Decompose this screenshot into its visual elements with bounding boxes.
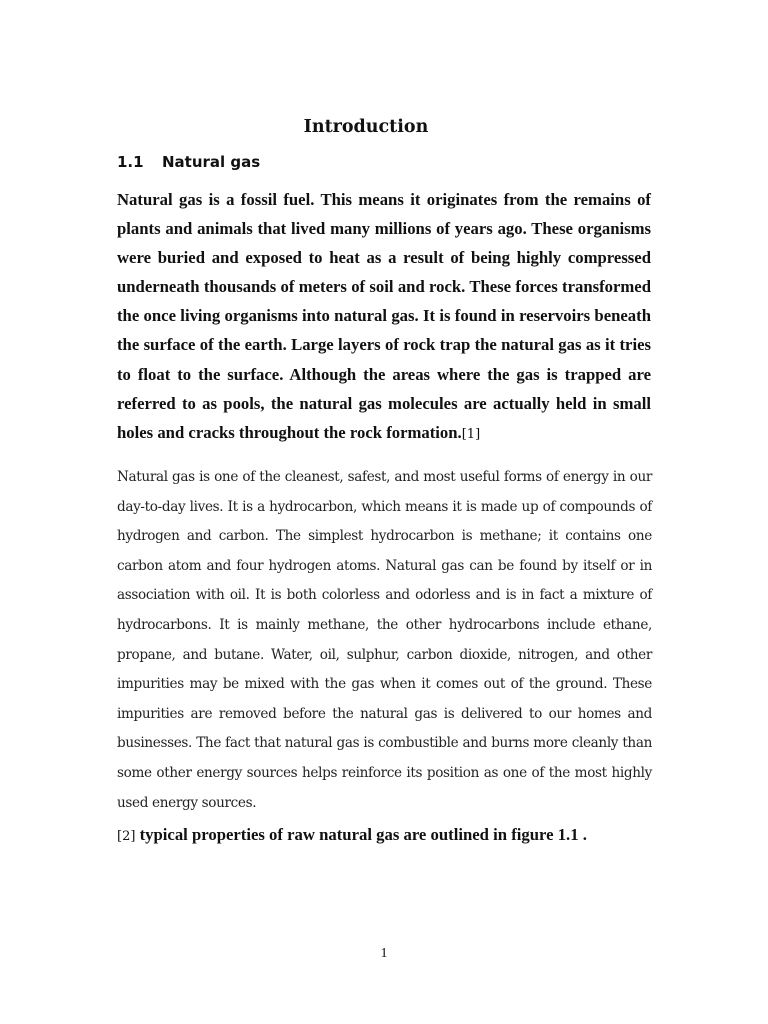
page-number: 1 (380, 946, 388, 961)
section-number: 1.1 (117, 153, 144, 171)
section-title: Natural gas (162, 153, 261, 171)
paragraph-fossil-fuel (117, 185, 651, 449)
paragraph-fossil-fuel-text: Natural gas is a fossil fuel. This means it originates from the remains of plants and animals that lived many millions of years ago. These organisms were buried and exposed to heat as a result of being highly compressed underneath thousands of meters of soil and rock. These forces transformed the once living organisms into natural gas. It is found in reservoirs beneath the surface of the earth. Large layers of rock trap the natural gas as it tries to float to the surface. Although the areas where the gas is trapped are referred to as pools, the natural gas molecules are actually held in small holes and cracks throughout the rock formation. (117, 190, 651, 442)
paragraph-hydrocarbon: Natural gas is one of the cleanest, safest, and most useful forms of energy in our day-to-day lives. It is a hydrocarbon, which means it is made up of compounds of hydrogen and carbon. The simplest hydrocarbon is methane; it contains one carbon atom and four hydrogen atoms. Natural gas can be found by itself or in association with oil. It is both colorless and odorless and is in fact a mixture of hydrocarbons. It is mainly methane, the other hydrocarbons include ethane, propane, and butane. Water, oil, sulphur, carbon dioxide, nitrogen, and other impurities may be mixed with the gas when it comes out of the ground. These impurities are removed before the natural gas is delivered to our homes and businesses. The fact that natural gas is combustible and burns more cleanly than some other energy sources helps reinforce its position as one of the most highly used energy sources. (117, 469, 652, 811)
figure-reference-line (117, 820, 677, 851)
citation-reference-2: [2] (117, 829, 136, 844)
section-heading (117, 149, 260, 175)
page-title: Introduction (303, 117, 429, 137)
citation-reference-1: [1] (461, 426, 481, 442)
figure-reference-text: typical properties of raw natural gas are outlined in figure 1.1 . (139, 825, 587, 844)
